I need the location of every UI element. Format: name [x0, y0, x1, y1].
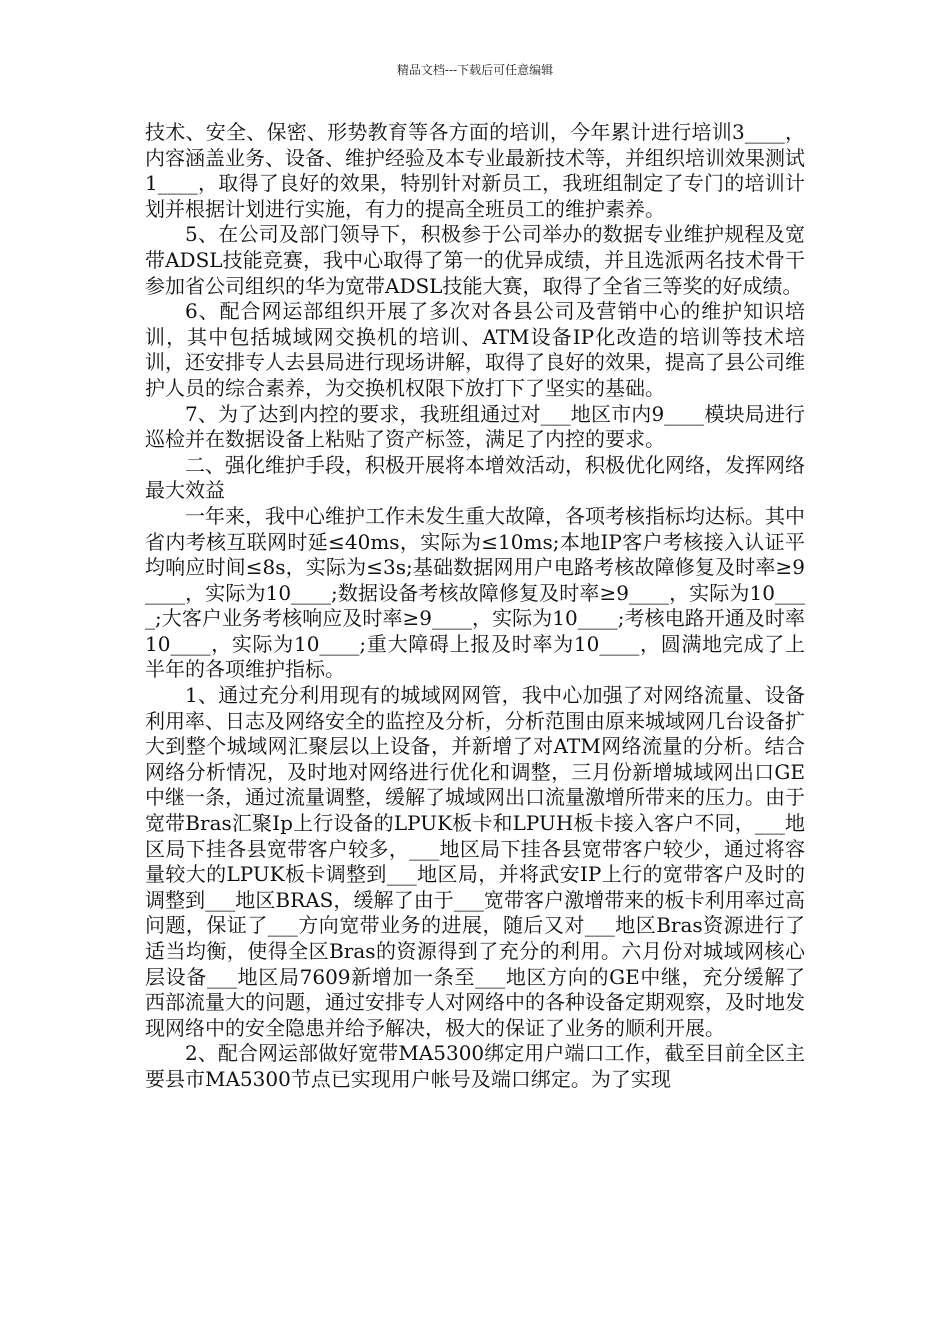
- paragraph-item-6: 6、配合网运部组织开展了多次对各县公司及营销中心的维护知识培训，其中包括城域网交换机的培训、ATM设备IP化改造的培训等技术培训，还安排专人去县局进行现场讲解，取得了良好的效果，提高了县公司维护人员的综合素养，为交换机权限下放打下了坚实的基础。: [145, 299, 805, 400]
- page-header: 精品文档---下载后可任意编辑: [396, 63, 554, 77]
- paragraph-training-continued: 技术、安全、保密、形势教育等各方面的培训，今年累计进行培训3____，内容涵盖业务、设备、维护经验及本专业最新技术等，并组织培训效果测试1____，取得了良好的效果，特别针对新员工，我班组制定了专门的培训计划并根据计划进行实施，有力的提高全班员工的维护素养。: [145, 120, 805, 221]
- section-heading-2: 二、强化维护手段，积极开展将本增效活动，积极优化网络，发挥网络最大效益: [145, 452, 805, 503]
- paragraph-item-7: 7、为了达到内控的要求，我班组通过对___地区市内9____模块局进行巡检并在数据设备上粘贴了资产标签，满足了内控的要求。: [145, 401, 805, 452]
- paragraph-annual-summary: 一年来，我中心维护工作未发生重大故障，各项考核指标均达标。其中省内考核互联网时延≤40ms，实际为≤10ms;本地IP客户考核接入认证平均响应时间≤8s，实际为≤3s;基础数据网用户电路考核故障修复及时率≥9____，实际为10____;数据设备考核故障修复及时率≥9____，实际为10____;大客户业务考核响应及时率≥9____，实际为10____;考核电路开通及时率10____，实际为10____;重大障碍上报及时率为10____，圆满地完成了上半年的各项维护指标。: [145, 503, 805, 682]
- paragraph-item-5: 5、在公司及部门领导下，积极参于公司举办的数据专业维护规程及宽带ADSL技能竞赛，我中心取得了第一的优异成绩，并且选派两名技术骨干参加省公司组织的华为宽带ADSL技能大赛，取得了全省三等奖的好成绩。: [145, 222, 805, 298]
- paragraph-item-1: 1、通过充分利用现有的城域网网管，我中心加强了对网络流量、设备利用率、日志及网络安全的监控及分析，分析范围由原来城域网几台设备扩大到整个城域网汇聚层以上设备，并新增了对ATM网络流量的分析。结合网络分析情况，及时地对网络进行优化和调整，三月份新增城域网出口GE中继一条，通过流量调整，缓解了城域网出口流量激增所带来的压力。由于宽带Bras汇聚Ip上行设备的LPUK板卡和LPUH板卡接入客户不同，___地区局下挂各县宽带客户较多，___地区局下挂各县宽带客户较少，通过将容量较大的LPUK板卡调整到___地区局，并将武安IP上行的宽带客户及时的调整到___地区BRAS，缓解了由于___宽带客户激增带来的板卡利用率过高问题，保证了___方向宽带业务的进展，随后又对___地区Bras资源进行了适当均衡，使得全区Bras的资源得到了充分的利用。六月份对城域网核心层设备___地区局7609新增加一条至___地区方向的GE中继，充分缓解了西部流量大的问题，通过安排专人对网络中的各种设备定期观察，及时地发现网络中的安全隐患并给予解决，极大的保证了业务的顺利开展。: [145, 683, 805, 1040]
- paragraph-item-2: 2、配合网运部做好宽带MA5300绑定用户端口工作，截至目前全区主要县市MA5300节点已实现用户帐号及端口绑定。为了实现: [145, 1041, 805, 1091]
- document-body: [145, 120, 805, 1093]
